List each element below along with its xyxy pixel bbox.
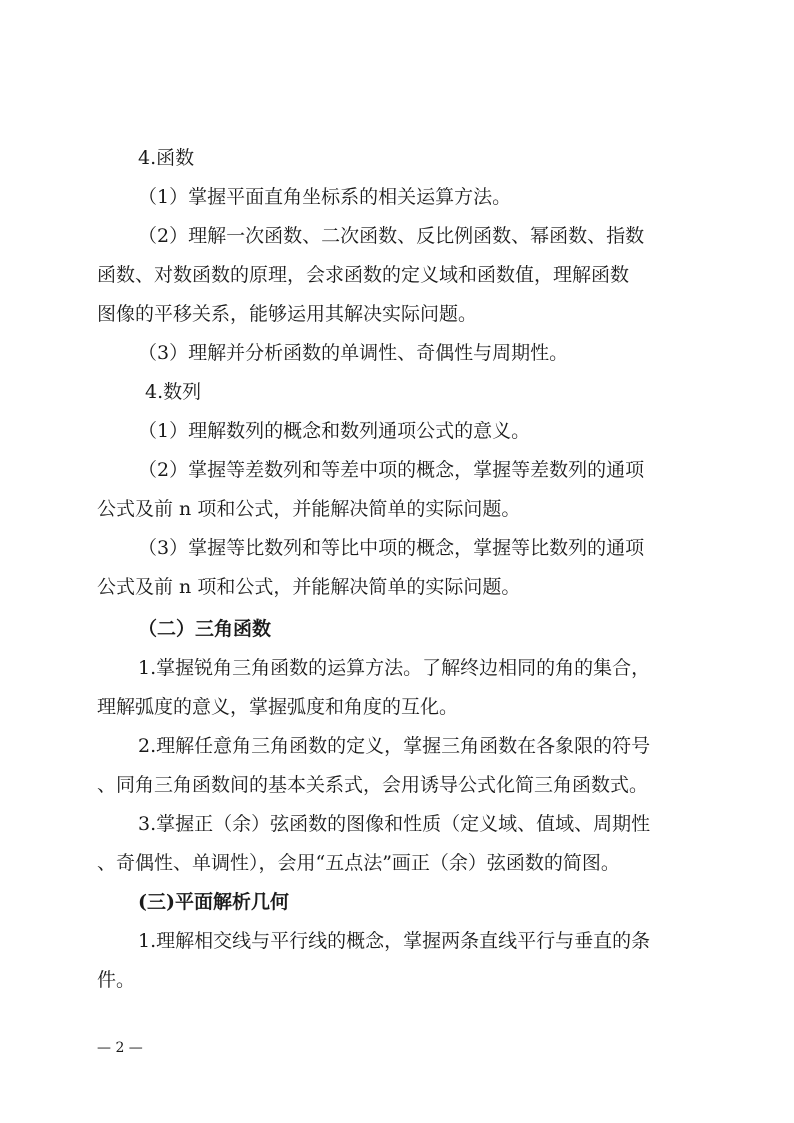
paragraph-line: 公式及前 n 项和公式，并能解决简单的实际问题。 [97, 498, 521, 520]
paragraph-line: 3.掌握正（余）弦函数的图像和性质（定义域、值域、周期性 [138, 813, 651, 835]
paragraph-line: 、同角三角函数间的基本关系式，会用诱导公式化简三角函数式。 [97, 774, 649, 796]
paragraph-line: （3）理解并分析函数的单调性、奇偶性与周期性。 [138, 342, 569, 364]
paragraph-line: 图像的平移关系，能够运用其解决实际问题。 [97, 303, 478, 325]
section-heading-trigonometry: （二）三角函数 [138, 618, 272, 640]
paragraph-line: （1）掌握平面直角坐标系的相关运算方法。 [138, 186, 512, 208]
paragraph-line: （1）理解数列的概念和数列通项公式的意义。 [138, 420, 531, 442]
paragraph-line: 2.理解任意角三角函数的定义，掌握三角函数在各象限的符号 [138, 735, 651, 757]
paragraph-line: （3）掌握等比数列和等比中项的概念，掌握等比数列的通项 [138, 537, 645, 559]
paragraph-line: 件。 [97, 969, 136, 991]
paragraph-line: 公式及前 n 项和公式，并能解决简单的实际问题。 [97, 576, 521, 598]
paragraph-line: 1.掌握锐角三角函数的运算方法。了解终边相同的角的集合， [138, 657, 651, 679]
paragraph-line: 1.理解相交线与平行线的概念，掌握两条直线平行与垂直的条 [138, 930, 651, 952]
heading-functions: 4.函数 [138, 147, 195, 169]
paragraph-line: 函数、对数函数的原理，会求函数的定义域和函数值，理解函数 [97, 264, 630, 286]
paragraph-line: 、奇偶性、单调性），会用“五点法”画正（余）弦函数的简图。 [97, 852, 620, 874]
paragraph-line: （2）理解一次函数、二次函数、反比例函数、幂函数、指数 [138, 225, 645, 247]
paragraph-line: （2）掌握等差数列和等差中项的概念，掌握等差数列的通项 [138, 459, 645, 481]
paragraph-line: 理解弧度的意义，掌握弧度和角度的互化。 [97, 696, 459, 718]
heading-sequences: 4.数列 [145, 381, 202, 403]
page-number: — 2 — [97, 1040, 143, 1056]
section-heading-analytic-geometry: (三)平面解析几何 [138, 891, 289, 913]
